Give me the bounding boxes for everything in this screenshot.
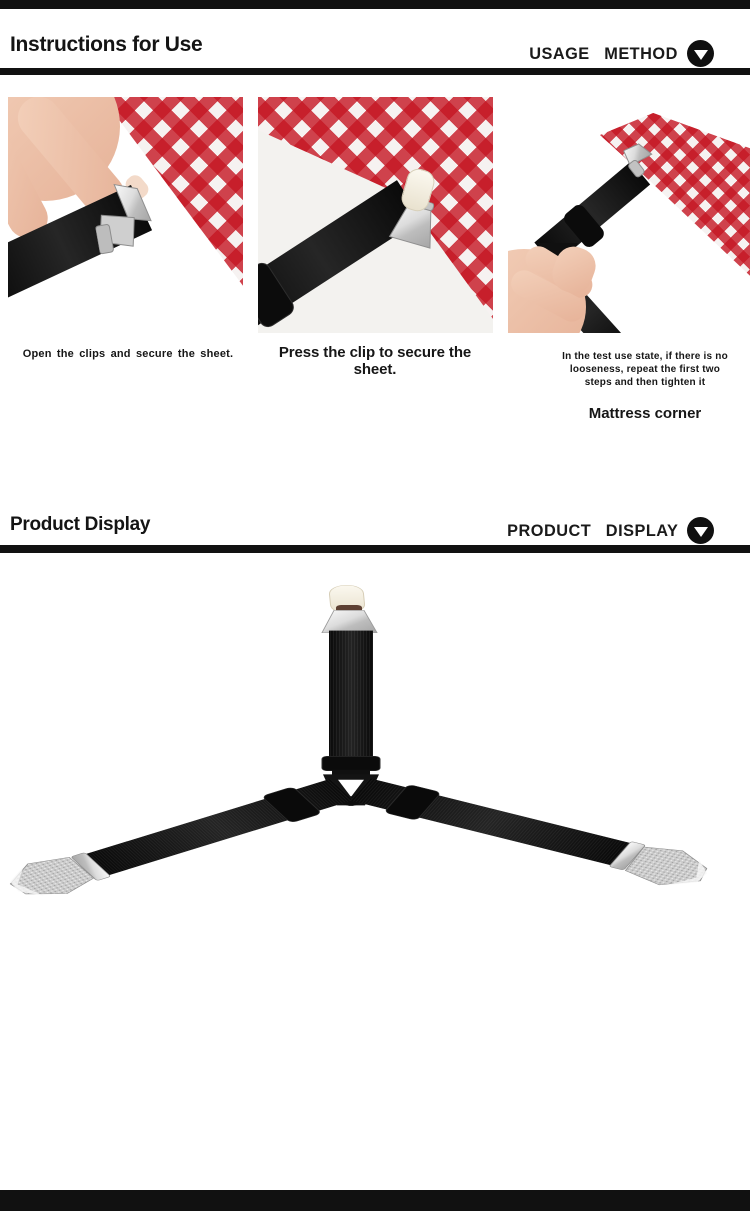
step-photo-press-clip — [258, 97, 493, 333]
top-clip — [322, 585, 377, 633]
step-caption-2: Press the clip to secure the sheet. — [278, 344, 472, 378]
strap-slider — [322, 756, 380, 770]
step-caption-3-line3: steps and then tighten it — [584, 377, 706, 388]
usage-divider-bar — [0, 68, 750, 75]
product-divider-bar — [0, 545, 750, 553]
usage-section-title: Instructions for Use — [10, 33, 203, 56]
top-border-bar — [0, 0, 750, 9]
step-caption-3-line2: looseness, repeat the first two — [569, 364, 721, 375]
product-tag — [500, 517, 714, 544]
bottom-border-bar — [0, 1190, 750, 1211]
triangle-down-icon — [687, 40, 714, 67]
step-photo-tighten — [508, 113, 750, 333]
metal-clip — [88, 176, 164, 258]
mattress-corner-label: Mattress corner — [588, 405, 702, 422]
step-photo-open-clip — [8, 97, 243, 333]
product-section-title: Product Display — [10, 514, 151, 535]
product-tag-label: PRODUCT DISPLAY — [506, 520, 678, 540]
right-strap-and-clip — [345, 774, 719, 893]
usage-tag — [523, 40, 714, 67]
usage-tag-label: USAGE METHOD — [529, 43, 678, 63]
triangle-down-icon — [687, 517, 714, 544]
step-caption-3 — [540, 350, 750, 389]
step-caption-3-line1: In the test use state, if there is no — [562, 351, 728, 362]
left-strap-and-clip — [0, 773, 358, 905]
product-photo-sheet-fastener — [0, 556, 750, 1190]
step-caption-1: Open the clips and secure the sheet. — [22, 348, 234, 360]
